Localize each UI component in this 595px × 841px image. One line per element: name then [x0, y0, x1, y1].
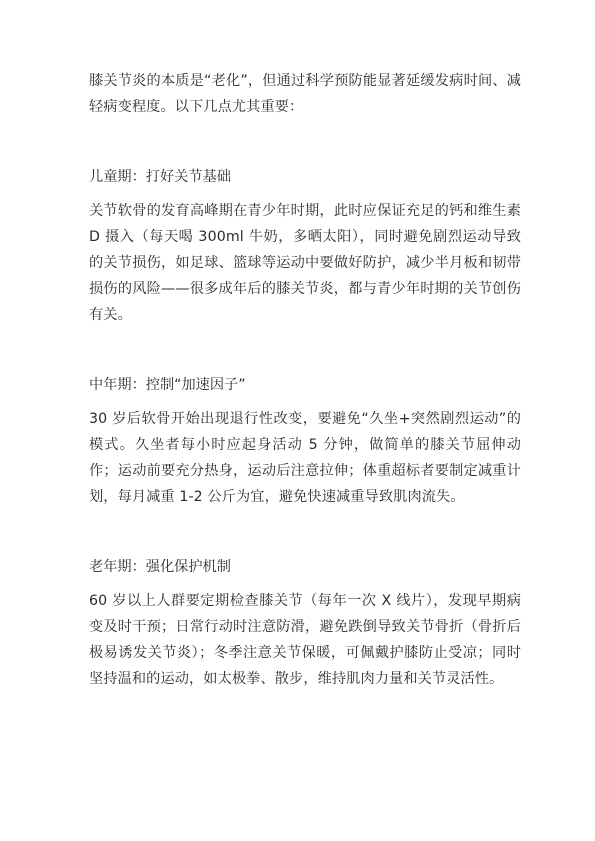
document-body: [89, 68, 521, 692]
section-heading: 老年期：强化保护机制: [89, 559, 231, 575]
section-heading: 儿童期：打好关节基础: [89, 169, 231, 185]
section-spacer: [89, 510, 521, 554]
section-middle-age: [89, 372, 521, 510]
section-heading: 中年期：控制“加速因子”: [89, 377, 246, 393]
section-spacer: [89, 120, 521, 164]
heading-spacer: [89, 398, 521, 406]
heading-spacer: [89, 580, 521, 588]
section-elderly: [89, 554, 521, 692]
section-paragraph: 关节软骨的发育高峰期在青少年时期，此时应保证充足的钙和维生素 D 摄入（每天喝 300ml 牛奶，多晒太阳），同时避免剧烈运动导致的关节损伤，如足球、篮球等运动中要做好防护，减少半月板和韧带损伤的风险——很多成年后的膝关节炎，都与青少年时期的关节创伤有关。: [89, 203, 521, 323]
section-paragraph: 60 岁以上人群要定期检查膝关节（每年一次 X 线片），发现早期病变及时干预；日常行动时注意防滑，避免跌倒导致关节骨折（骨折后极易诱发关节炎）；冬季注意关节保暖，可佩戴护膝防止受凉；同时坚持温和的运动，如太极拳、散步，维持肌肉力量和关节灵活性。: [89, 593, 521, 687]
heading-spacer: [89, 190, 521, 198]
section-spacer: [89, 328, 521, 372]
section-paragraph: 30 岁后软骨开始出现退行性改变，要避免“久坐+突然剧烈运动”的模式。久坐者每小时应起身活动 5 分钟，做简单的膝关节屈伸动作；运动前要充分热身，运动后注意拉伸；体重超标者要制定减重计划，每月减重 1-2 公斤为宜，避免快速减重导致肌肉流失。: [89, 411, 521, 505]
section-childhood: [89, 164, 521, 328]
intro-paragraph: 膝关节炎的本质是“老化”，但通过科学预防能显著延缓发病时间、减轻病变程度。以下几点尤其重要：: [89, 73, 521, 115]
